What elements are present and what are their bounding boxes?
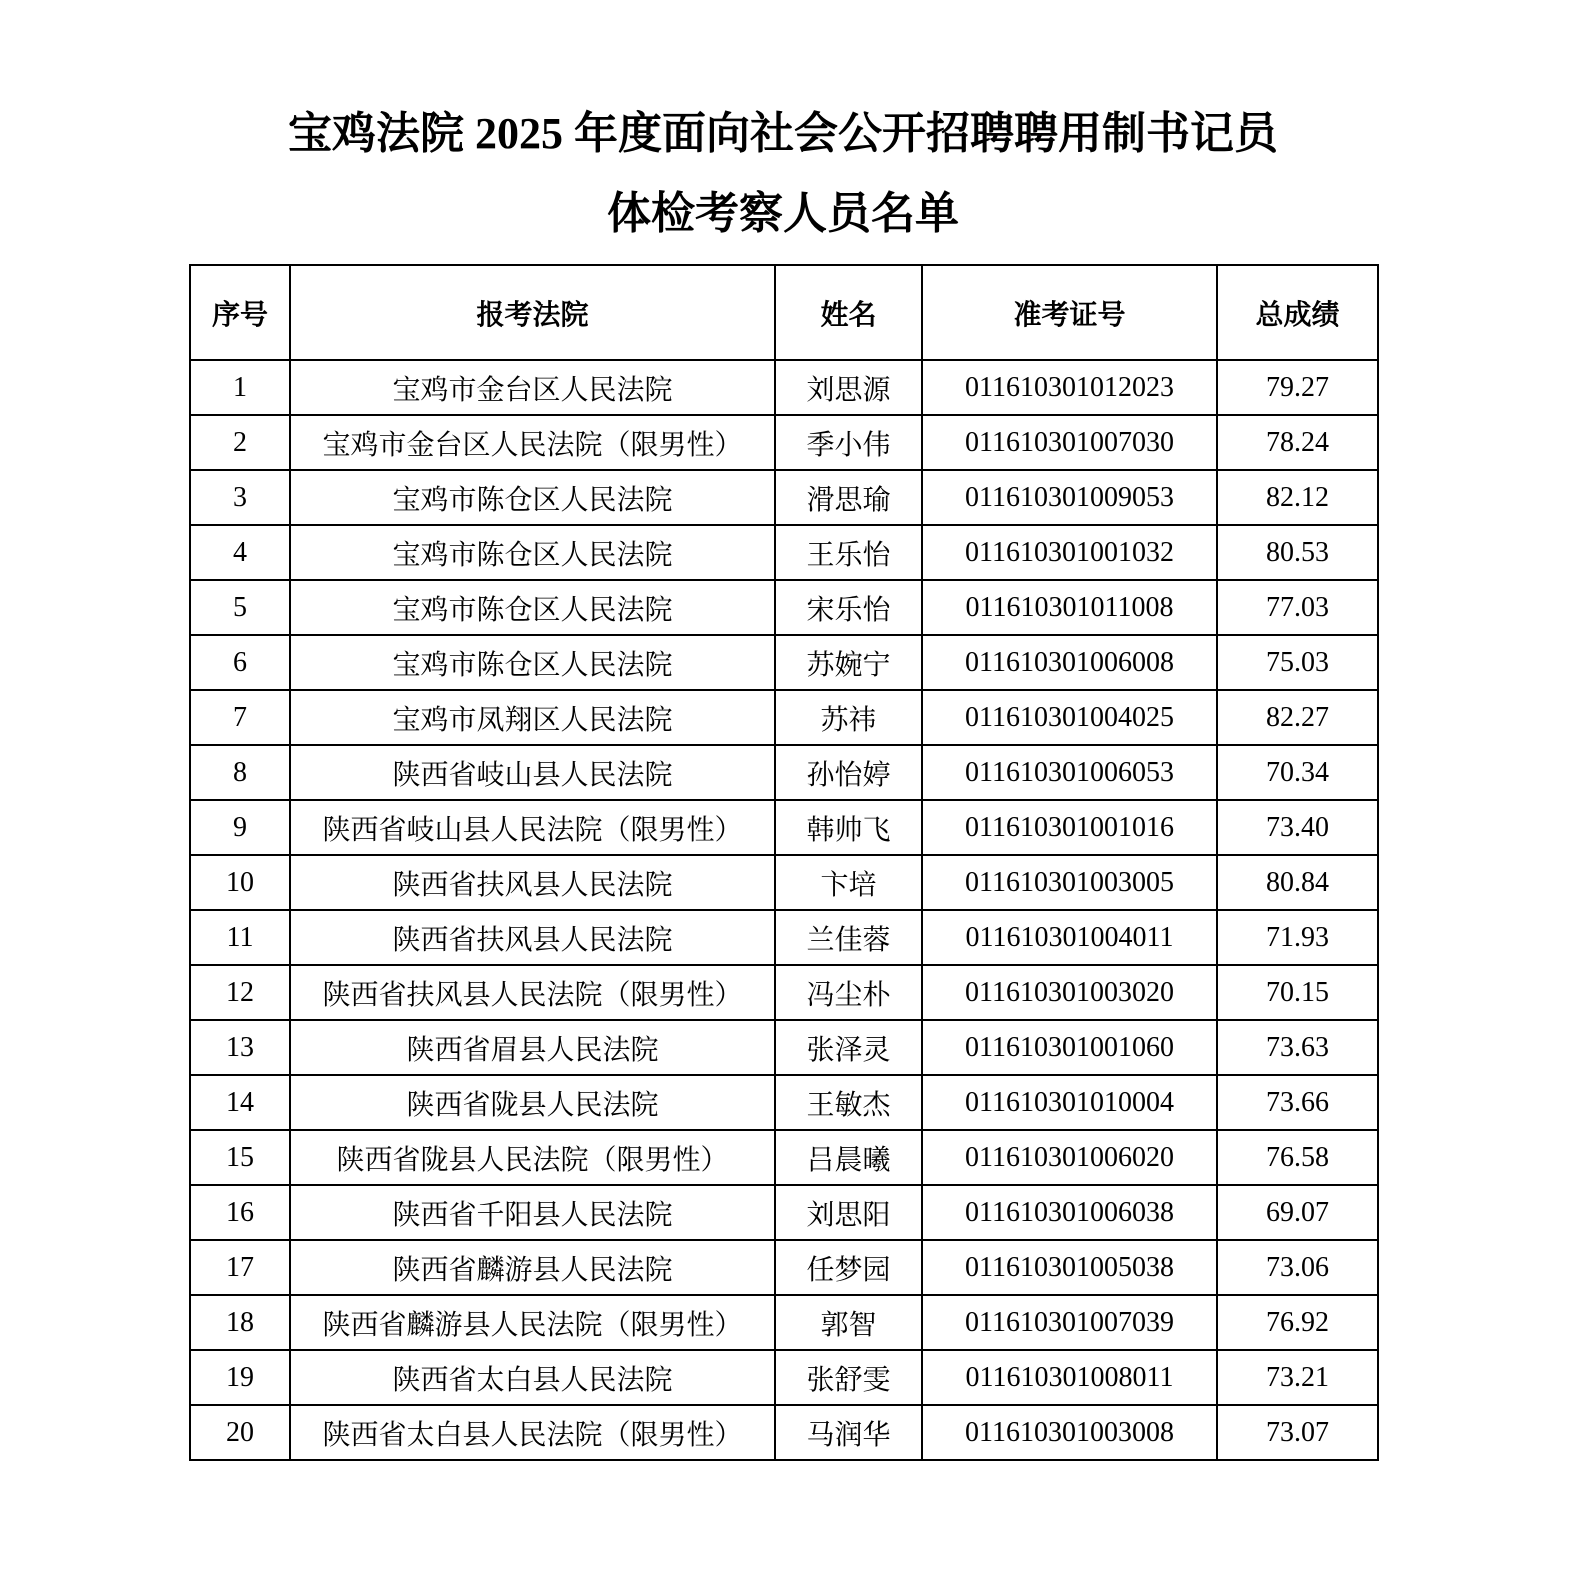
table-row <box>190 800 1378 855</box>
table-row <box>190 1295 1378 1350</box>
column-header-no: 序号 <box>190 265 290 360</box>
cell-name: 任梦园 <box>775 1240 922 1295</box>
cell-court: 陕西省眉县人民法院 <box>290 1020 775 1075</box>
cell-court: 宝鸡市陈仓区人民法院 <box>290 525 775 580</box>
cell-court: 陕西省太白县人民法院 <box>290 1350 775 1405</box>
cell-court: 宝鸡市陈仓区人民法院 <box>290 635 775 690</box>
cell-score: 69.07 <box>1217 1185 1378 1240</box>
cell-score: 80.84 <box>1217 855 1378 910</box>
cell-score: 75.03 <box>1217 635 1378 690</box>
cell-court: 陕西省岐山县人民法院 <box>290 745 775 800</box>
cell-no: 10 <box>190 855 290 910</box>
table-row <box>190 580 1378 635</box>
cell-name: 刘思阳 <box>775 1185 922 1240</box>
cell-score: 73.66 <box>1217 1075 1378 1130</box>
column-header-ticket: 准考证号 <box>922 265 1217 360</box>
cell-court: 宝鸡市凤翔区人民法院 <box>290 690 775 745</box>
cell-ticket: 011610301006053 <box>922 745 1217 800</box>
cell-no: 14 <box>190 1075 290 1130</box>
cell-no: 2 <box>190 415 290 470</box>
cell-ticket: 011610301008011 <box>922 1350 1217 1405</box>
cell-court: 陕西省麟游县人民法院 <box>290 1240 775 1295</box>
cell-score: 73.06 <box>1217 1240 1378 1295</box>
cell-ticket: 011610301011008 <box>922 580 1217 635</box>
cell-ticket: 011610301007039 <box>922 1295 1217 1350</box>
table-row <box>190 965 1378 1020</box>
cell-ticket: 011610301006008 <box>922 635 1217 690</box>
cell-name: 刘思源 <box>775 360 922 415</box>
cell-score: 71.93 <box>1217 910 1378 965</box>
document-title-line2: 体检考察人员名单 <box>607 189 959 238</box>
cell-court: 陕西省扶风县人民法院 <box>290 910 775 965</box>
table-row <box>190 525 1378 580</box>
cell-no: 12 <box>190 965 290 1020</box>
cell-name: 张泽灵 <box>775 1020 922 1075</box>
cell-score: 77.03 <box>1217 580 1378 635</box>
cell-ticket: 011610301006038 <box>922 1185 1217 1240</box>
cell-name: 张舒雯 <box>775 1350 922 1405</box>
cell-name: 兰佳蓉 <box>775 910 922 965</box>
cell-no: 7 <box>190 690 290 745</box>
cell-score: 70.15 <box>1217 965 1378 1020</box>
cell-court: 陕西省太白县人民法院（限男性） <box>290 1405 775 1460</box>
cell-ticket: 011610301003005 <box>922 855 1217 910</box>
cell-score: 76.92 <box>1217 1295 1378 1350</box>
cell-no: 5 <box>190 580 290 635</box>
cell-no: 6 <box>190 635 290 690</box>
cell-court: 陕西省陇县人民法院（限男性） <box>290 1130 775 1185</box>
table-row <box>190 1240 1378 1295</box>
cell-score: 79.27 <box>1217 360 1378 415</box>
cell-no: 8 <box>190 745 290 800</box>
cell-score: 73.40 <box>1217 800 1378 855</box>
document-title-line1: 宝鸡法院 2025 年度面向社会公开招聘聘用制书记员 <box>288 109 1278 158</box>
table-row <box>190 745 1378 800</box>
table-row <box>190 1020 1378 1075</box>
cell-no: 1 <box>190 360 290 415</box>
cell-court: 陕西省麟游县人民法院（限男性） <box>290 1295 775 1350</box>
cell-no: 20 <box>190 1405 290 1460</box>
cell-name: 卞培 <box>775 855 922 910</box>
cell-court: 宝鸡市金台区人民法院（限男性） <box>290 415 775 470</box>
cell-score: 73.63 <box>1217 1020 1378 1075</box>
table-row <box>190 910 1378 965</box>
cell-no: 4 <box>190 525 290 580</box>
cell-name: 王乐怡 <box>775 525 922 580</box>
cell-score: 73.07 <box>1217 1405 1378 1460</box>
table-row <box>190 690 1378 745</box>
cell-court: 陕西省扶风县人民法院 <box>290 855 775 910</box>
table-row <box>190 470 1378 525</box>
cell-score: 80.53 <box>1217 525 1378 580</box>
cell-ticket: 011610301010004 <box>922 1075 1217 1130</box>
cell-name: 郭智 <box>775 1295 922 1350</box>
table-row <box>190 1185 1378 1240</box>
cell-ticket: 011610301006020 <box>922 1130 1217 1185</box>
cell-name: 宋乐怡 <box>775 580 922 635</box>
cell-name: 苏婉宁 <box>775 635 922 690</box>
cell-ticket: 011610301001016 <box>922 800 1217 855</box>
cell-no: 3 <box>190 470 290 525</box>
column-header-court: 报考法院 <box>290 265 775 360</box>
table-row <box>190 1075 1378 1130</box>
table-header-row <box>190 265 1378 360</box>
cell-ticket: 011610301001060 <box>922 1020 1217 1075</box>
document-page <box>189 0 1377 1461</box>
table-body <box>190 360 1378 1460</box>
cell-score: 82.27 <box>1217 690 1378 745</box>
cell-ticket: 011610301001032 <box>922 525 1217 580</box>
cell-name: 冯尘朴 <box>775 965 922 1020</box>
table-row <box>190 1350 1378 1405</box>
table-row <box>190 415 1378 470</box>
cell-score: 78.24 <box>1217 415 1378 470</box>
cell-ticket: 011610301007030 <box>922 415 1217 470</box>
cell-name: 王敏杰 <box>775 1075 922 1130</box>
cell-court: 陕西省陇县人民法院 <box>290 1075 775 1130</box>
cell-name: 吕晨曦 <box>775 1130 922 1185</box>
cell-name: 滑思瑜 <box>775 470 922 525</box>
cell-no: 19 <box>190 1350 290 1405</box>
cell-ticket: 011610301012023 <box>922 360 1217 415</box>
column-header-name: 姓名 <box>775 265 922 360</box>
table-row <box>190 360 1378 415</box>
cell-no: 18 <box>190 1295 290 1350</box>
table-row <box>190 635 1378 690</box>
cell-court: 宝鸡市金台区人民法院 <box>290 360 775 415</box>
cell-court: 宝鸡市陈仓区人民法院 <box>290 470 775 525</box>
cell-court: 宝鸡市陈仓区人民法院 <box>290 580 775 635</box>
table-row <box>190 1130 1378 1185</box>
cell-no: 11 <box>190 910 290 965</box>
table-row <box>190 1405 1378 1460</box>
cell-ticket: 011610301003008 <box>922 1405 1217 1460</box>
cell-no: 17 <box>190 1240 290 1295</box>
cell-no: 15 <box>190 1130 290 1185</box>
cell-score: 70.34 <box>1217 745 1378 800</box>
cell-name: 马润华 <box>775 1405 922 1460</box>
cell-court: 陕西省扶风县人民法院（限男性） <box>290 965 775 1020</box>
cell-score: 82.12 <box>1217 470 1378 525</box>
cell-ticket: 011610301005038 <box>922 1240 1217 1295</box>
cell-ticket: 011610301009053 <box>922 470 1217 525</box>
cell-name: 孙怡婷 <box>775 745 922 800</box>
cell-score: 76.58 <box>1217 1130 1378 1185</box>
cell-no: 16 <box>190 1185 290 1240</box>
cell-no: 13 <box>190 1020 290 1075</box>
table-row <box>190 855 1378 910</box>
cell-name: 季小伟 <box>775 415 922 470</box>
roster-table <box>189 264 1379 1461</box>
column-header-score: 总成绩 <box>1217 265 1378 360</box>
cell-name: 韩帅飞 <box>775 800 922 855</box>
cell-score: 73.21 <box>1217 1350 1378 1405</box>
cell-ticket: 011610301004025 <box>922 690 1217 745</box>
cell-name: 苏祎 <box>775 690 922 745</box>
cell-court: 陕西省岐山县人民法院（限男性） <box>290 800 775 855</box>
cell-court: 陕西省千阳县人民法院 <box>290 1185 775 1240</box>
cell-ticket: 011610301003020 <box>922 965 1217 1020</box>
cell-ticket: 011610301004011 <box>922 910 1217 965</box>
cell-no: 9 <box>190 800 290 855</box>
